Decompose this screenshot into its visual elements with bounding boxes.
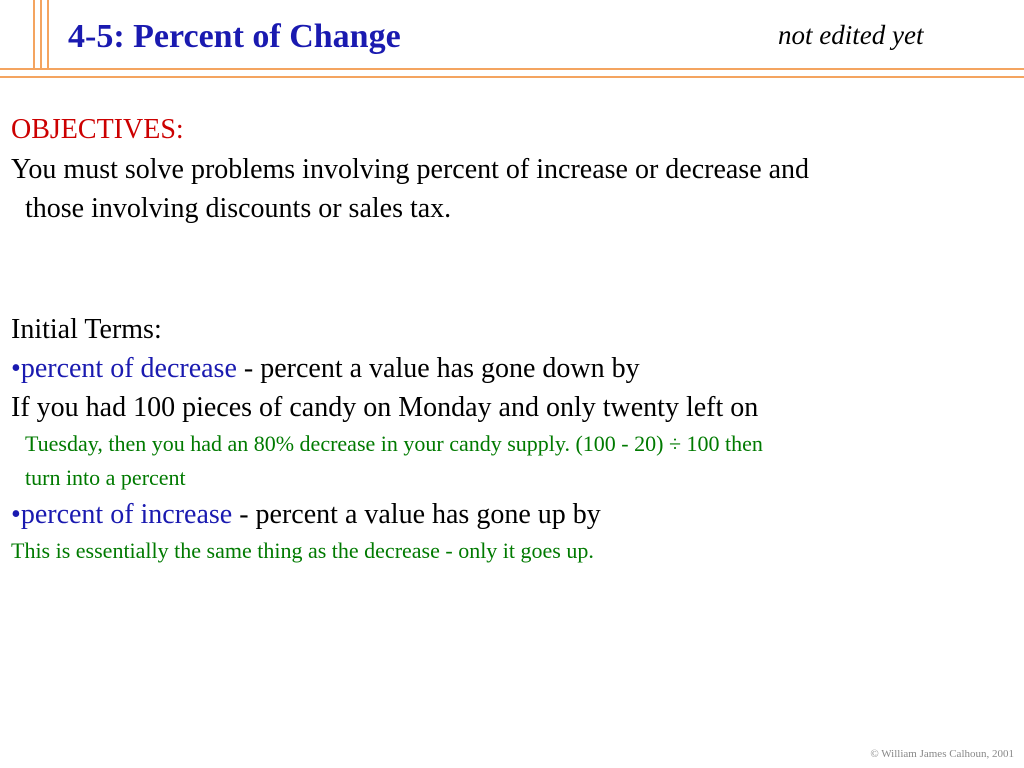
slide-body bbox=[11, 110, 1001, 568]
initial-terms-label: Initial Terms: bbox=[11, 314, 162, 345]
term-percent-of-decrease: percent of decrease bbox=[20, 353, 237, 384]
example-increase-line: This is essentially the same thing as the decrease - only it goes up. bbox=[11, 538, 594, 563]
bullet: • bbox=[11, 353, 21, 384]
objectives-heading: OBJECTIVES: bbox=[11, 114, 184, 145]
example-decrease-line: If you had 100 pieces of candy on Monday and only twenty left on bbox=[11, 392, 759, 423]
decorative-vertical-rule bbox=[40, 0, 42, 68]
objectives-text-line: those involving discounts or sales tax. bbox=[25, 193, 452, 224]
example-decrease-line: turn into a percent bbox=[25, 465, 186, 490]
spacer bbox=[11, 228, 1001, 310]
example-decrease-line: Tuesday, then you had an 80% decrease in your candy supply. (100 - 20) ÷ 100 then bbox=[25, 431, 763, 456]
status-note: not edited yet bbox=[778, 20, 924, 50]
definition-increase: - percent a value has gone up by bbox=[232, 499, 601, 530]
bullet: • bbox=[11, 499, 21, 530]
term-increase-line bbox=[11, 495, 1001, 534]
slide-title: 4-5: Percent of Change bbox=[68, 18, 401, 55]
term-percent-of-increase: percent of increase bbox=[20, 499, 233, 530]
decorative-horizontal-rule bbox=[0, 76, 1024, 78]
decorative-vertical-rule bbox=[47, 0, 49, 68]
objectives-text-line: You must solve problems involving percent of increase or decrease and bbox=[11, 154, 810, 185]
decorative-vertical-rule bbox=[33, 0, 35, 68]
definition-decrease: - percent a value has gone down by bbox=[236, 353, 640, 384]
decorative-horizontal-rule bbox=[0, 68, 1024, 70]
copyright-notice: © William James Calhoun, 2001 bbox=[870, 748, 1014, 760]
term-decrease-line bbox=[11, 349, 1001, 388]
